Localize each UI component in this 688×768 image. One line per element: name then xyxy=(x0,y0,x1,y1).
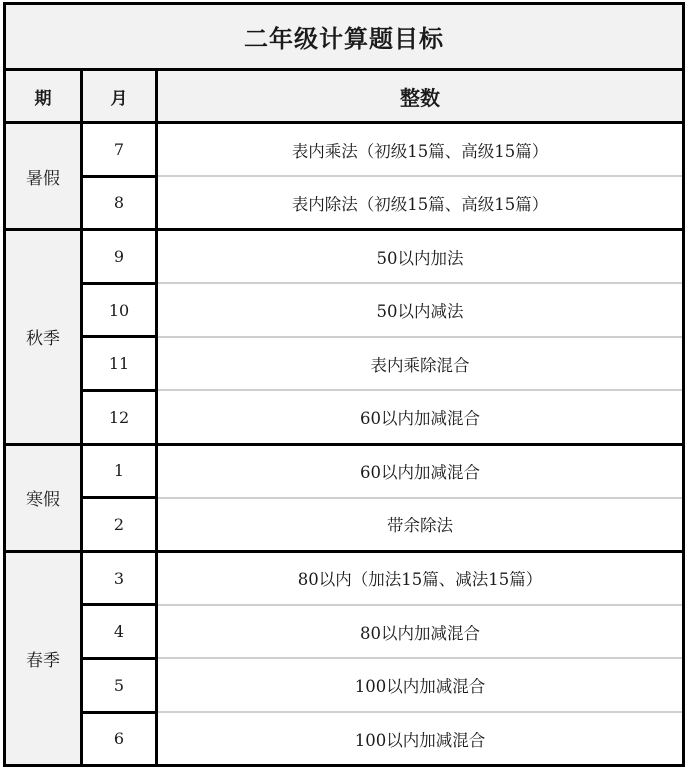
table-row xyxy=(5,123,684,177)
month-cell: 10 xyxy=(82,283,157,337)
table-row xyxy=(5,176,684,230)
content-cell: 60以内加减混合 xyxy=(157,390,684,444)
month-cell: 6 xyxy=(82,712,157,766)
month-cell: 8 xyxy=(82,176,157,230)
content-cell: 80以内加减混合 xyxy=(157,605,684,659)
period-cell: 寒假 xyxy=(5,444,82,551)
header-row xyxy=(5,70,684,123)
month-cell: 4 xyxy=(82,605,157,659)
month-cell: 7 xyxy=(82,123,157,177)
table-row xyxy=(5,551,684,605)
table-row xyxy=(5,498,684,552)
table-row xyxy=(5,658,684,712)
month-cell: 3 xyxy=(82,551,157,605)
table-row xyxy=(5,390,684,444)
table-row xyxy=(5,444,684,498)
content-cell: 表内乘除混合 xyxy=(157,337,684,391)
content-cell: 表内除法（初级15篇、高级15篇） xyxy=(157,176,684,230)
table-row xyxy=(5,230,684,284)
content-cell: 100以内加减混合 xyxy=(157,658,684,712)
table-row xyxy=(5,712,684,766)
period-cell: 暑假 xyxy=(5,123,82,230)
calculation-goals-table xyxy=(3,2,685,767)
month-cell: 1 xyxy=(82,444,157,498)
table-row xyxy=(5,337,684,391)
table-row xyxy=(5,605,684,659)
content-cell: 60以内加减混合 xyxy=(157,444,684,498)
title-row xyxy=(5,4,684,70)
table-row xyxy=(5,283,684,337)
month-cell: 2 xyxy=(82,498,157,552)
table-title: 二年级计算题目标 xyxy=(5,4,684,70)
month-cell: 11 xyxy=(82,337,157,391)
month-cell: 5 xyxy=(82,658,157,712)
content-cell: 表内乘法（初级15篇、高级15篇） xyxy=(157,123,684,177)
period-cell: 秋季 xyxy=(5,230,82,444)
content-cell: 50以内加法 xyxy=(157,230,684,284)
period-cell: 春季 xyxy=(5,551,82,765)
month-cell: 9 xyxy=(82,230,157,284)
column-header-period: 期 xyxy=(5,70,82,123)
month-cell: 12 xyxy=(82,390,157,444)
content-cell: 带余除法 xyxy=(157,498,684,552)
content-cell: 50以内减法 xyxy=(157,283,684,337)
content-cell: 80以内（加法15篇、减法15篇） xyxy=(157,551,684,605)
column-header-integer: 整数 xyxy=(157,70,684,123)
column-header-month: 月 xyxy=(82,70,157,123)
content-cell: 100以内加减混合 xyxy=(157,712,684,766)
